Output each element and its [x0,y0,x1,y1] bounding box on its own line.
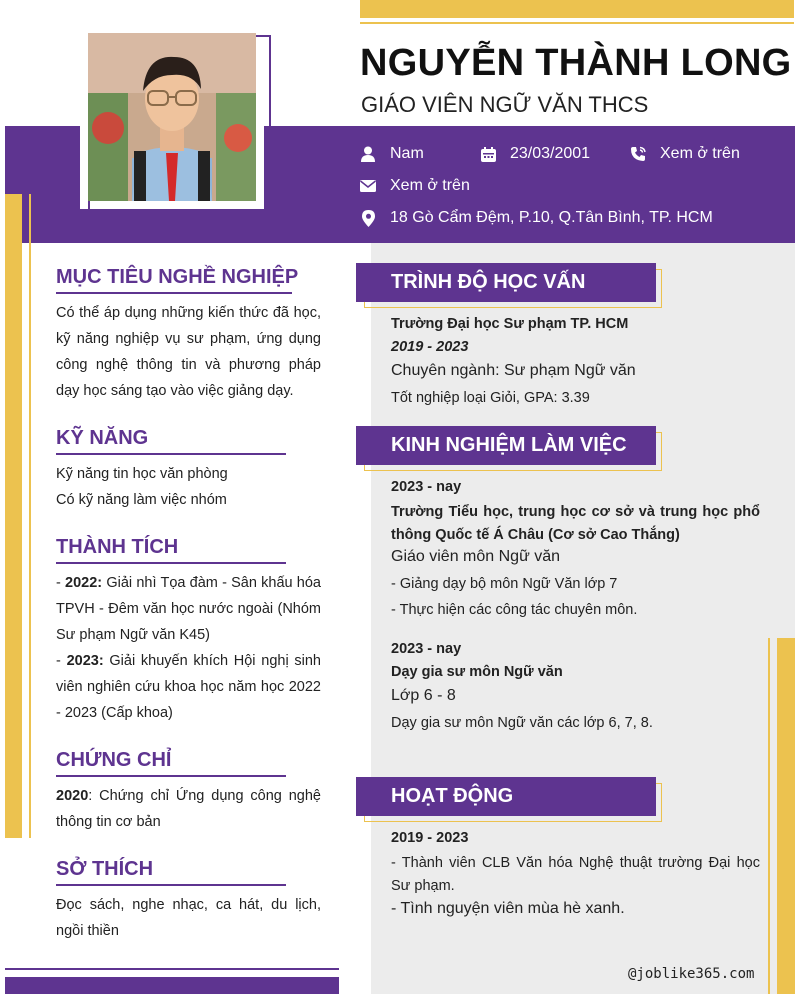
experience-title: KINH NGHIỆM LÀM VIỆC [391,434,627,456]
achievement-text: Giải nhì Tọa đàm - Sân khấu hóa TPVH - Đêm văn học nước ngoài (Nhóm Sư phạm Ngữ văn K45) [56,575,321,643]
candidate-name: NGUYỄN THÀNH LONG [360,42,792,84]
achievements-underline [56,562,286,564]
activities-period: 2019 - 2023 [391,830,469,846]
education-major: Chuyên ngành: Sư phạm Ngữ văn [391,362,636,379]
skill-item-1: Kỹ năng tin học văn phòng [56,466,228,482]
achievement-year: 2022: [65,575,103,591]
certificates-title: CHỨNG CHỈ [56,749,172,771]
left-accent-bar [5,194,22,838]
contact-dob [480,145,590,163]
activities-header [356,777,656,816]
job-2-org: Dạy gia sư môn Ngữ văn [391,664,563,680]
education-header [356,263,656,302]
achievement-item-2: - 2023: Giải khuyến khích Hội nghị sinh viên nghiên cứu khoa học năm học 2022 - 2023 (Cấp khoa) [56,653,321,721]
phone-icon [630,146,646,162]
job-1-duty-2: - Thực hiện các công tác chuyên môn. [391,602,638,618]
achievement-year: 2023: [66,653,104,669]
bottom-accent-line [5,968,339,970]
contact-phone [630,145,740,163]
contact-email [360,177,470,195]
gender-value: Nam [390,145,424,162]
watermark-text: @joblike365.com [628,966,755,982]
skill-item-2: Có kỹ năng làm việc nhóm [56,492,227,508]
job-2-position: Lớp 6 - 8 [391,687,456,704]
profile-photo [88,33,256,201]
top-accent-line [360,22,794,24]
job-2-duty-1: Dạy gia sư môn Ngữ văn các lớp 6, 7, 8. [391,715,653,731]
email-value: Xem ở trên [390,177,470,194]
phone-value: Xem ở trên [660,145,740,162]
certificates-underline [56,775,286,777]
user-icon [360,146,376,162]
calendar-icon [480,146,496,162]
experience-header [356,426,656,465]
certificate-item [56,783,321,835]
candidate-role: GIÁO VIÊN NGỮ VĂN THCS [361,92,649,117]
skills-title: KỸ NĂNG [56,427,149,449]
hobbies-text: Đọc sách, nghe nhạc, ca hát, du lịch, ngồi thiền [56,897,321,939]
education-school: Trường Đại học Sư phạm TP. HCM [391,316,629,332]
certificate-year: 2020 [56,788,89,804]
activities-title: HOẠT ĐỘNG [391,785,514,807]
objective-text: Có thể áp dụng những kiến thức đã học, kỹ năng nghiệp vụ sư phạm, ứng dụng công nghệ thông tin và phương pháp dạy học sáng tạo vào việc giảng dạy. [56,305,321,399]
achievements-title: THÀNH TÍCH [56,536,179,558]
achievement-text: Giải khuyến khích Hội nghị sinh viên nghiên cứu khoa học năm học 2022 - 2023 (Cấp khoa) [56,653,321,721]
right-accent-line [768,638,770,994]
address-value: 18 Gò Cẩm Đệm, P.10, Q.Tân Bình, TP. HCM [390,209,713,226]
job-1-duty-1: - Giảng dạy bộ môn Ngữ Văn lớp 7 [391,576,618,592]
skills-underline [56,453,286,455]
certificate-text: : Chứng chỉ Ứng dụng công nghệ thông tin cơ bản [56,788,321,830]
job-2-period: 2023 - nay [391,641,462,657]
contact-gender [360,145,424,163]
education-years: 2019 - 2023 [391,339,469,355]
location-pin-icon [360,210,376,226]
hobbies-underline [56,884,286,886]
education-grade: Tốt nghiệp loại Giỏi, GPA: 3.39 [391,390,590,406]
activity-item-1: - Thành viên CLB Văn hóa Nghệ thuật trường Đại học Sư phạm. [391,855,760,894]
job-1-position: Giáo viên môn Ngữ văn [391,548,561,565]
right-accent-bar [777,638,795,994]
top-accent-bar [360,0,794,18]
bottom-accent-bar [5,977,339,994]
education-title: TRÌNH ĐỘ HỌC VẤN [391,271,586,293]
contact-address [360,209,713,227]
objective-title: MỤC TIÊU NGHỀ NGHIỆP [56,266,299,288]
envelope-icon [360,178,376,194]
job-1-period: 2023 - nay [391,479,462,495]
job-1-org: Trường Tiểu học, trung học cơ sở và trung học phổ thông Quốc tế Á Châu (Cơ sở Cao Thắng) [391,504,760,543]
objective-underline [56,292,292,294]
achievement-item-1: - 2022: Giải nhì Tọa đàm - Sân khấu hóa TPVH - Đêm văn học nước ngoài (Nhóm Sư phạm Ngữ văn K45) [56,575,321,643]
activity-item-2: - Tình nguyện viên mùa hè xanh. [391,900,625,917]
left-accent-line [29,194,31,838]
dob-value: 23/03/2001 [510,145,591,162]
hobbies-title: SỞ THÍCH [56,858,154,880]
